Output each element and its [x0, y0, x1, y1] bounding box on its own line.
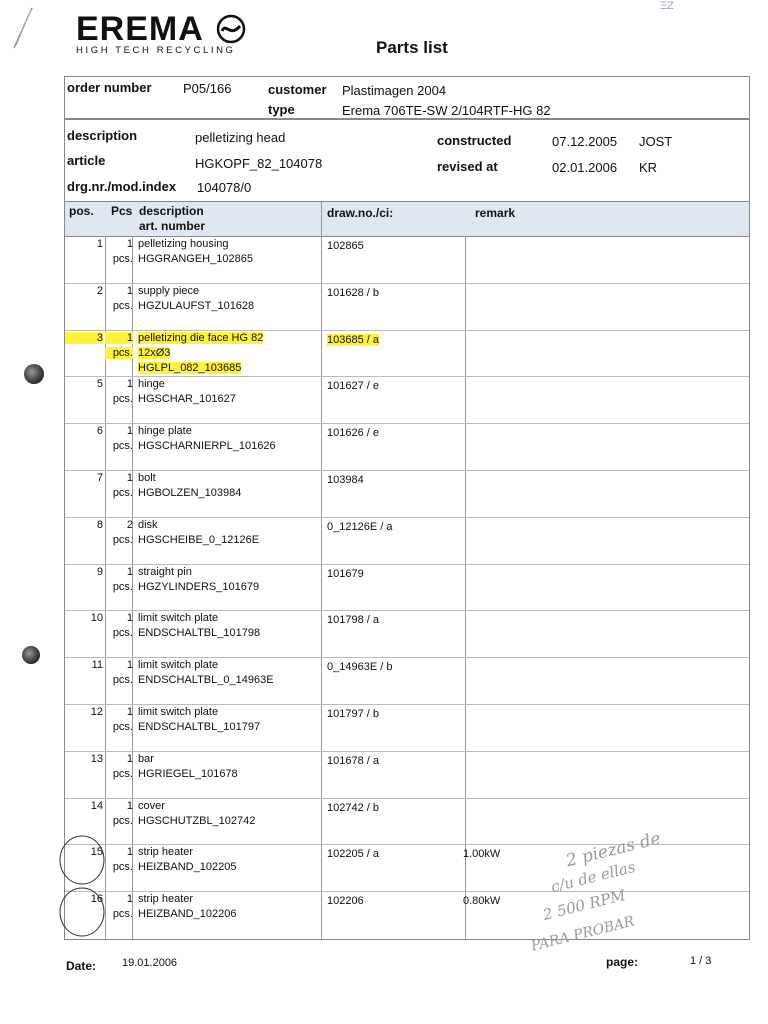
row-unit: pcs.	[112, 440, 133, 453]
row-pcs: 1	[105, 332, 133, 344]
row-pcs: 1	[126, 565, 133, 578]
handwriting-line: PARA PROBAR	[529, 913, 637, 955]
row-pcs: 1	[126, 378, 133, 391]
order-box	[64, 76, 750, 120]
info-box	[64, 118, 750, 203]
row-pcs: 1	[126, 846, 133, 859]
constructed-by: JOST	[639, 134, 673, 149]
row-draw-number: 101628 / b	[327, 286, 379, 299]
header-draw: draw.no./ci:	[327, 206, 394, 220]
row-draw-number: 101626 / e	[327, 427, 379, 440]
row-unit: pcs.	[112, 580, 133, 593]
row-art-number: HGRIEGEL_101678	[138, 767, 238, 780]
punch-hole	[22, 646, 40, 664]
description-value: pelletizing head	[195, 130, 286, 145]
header-description: description	[139, 204, 204, 218]
row-pcs: 1	[126, 893, 133, 906]
row-unit: pcs.	[112, 674, 133, 687]
table-row	[65, 376, 749, 424]
row-art-number: HGGRANGEH_102865	[138, 253, 253, 265]
row-description: hinge plate	[138, 425, 192, 438]
row-description: pelletizing die face HG 82	[138, 331, 264, 344]
drg-label: drg.nr./mod.index	[67, 179, 177, 194]
row-art-number: ENDSCHALTBL_101798	[138, 627, 261, 640]
row-pos: 3	[65, 332, 103, 344]
row-unit: pcs.	[112, 487, 133, 499]
row-unit: pcs.	[112, 253, 133, 265]
row-description: hinge	[138, 378, 165, 391]
row-pos: 12	[90, 706, 103, 718]
header-pcs: Pcs	[111, 204, 133, 218]
type-label: type	[268, 102, 295, 117]
row-pos: 7	[96, 472, 103, 484]
table-row	[65, 657, 749, 705]
row-description: limit switch plate	[138, 706, 219, 718]
row-pcs: 1	[126, 425, 133, 438]
row-remark: 0.80kW	[463, 895, 501, 908]
article-value: HGKOPF_82_104078	[195, 156, 323, 171]
handwriting-line: 2 500 RPM	[541, 886, 628, 924]
table-row	[65, 423, 749, 471]
row-unit: pcs.	[112, 908, 133, 921]
table-row	[65, 283, 749, 331]
row-draw-number: 103685 / a	[327, 333, 379, 346]
row-draw-number: 102206	[327, 895, 364, 908]
row-unit: pcs.	[105, 347, 133, 359]
row-art-number: HGSCHAR_101627	[138, 393, 236, 406]
row-unit: pcs.	[112, 393, 133, 406]
row-description: strip heater	[138, 893, 194, 906]
row-draw-number: 102205 / a	[327, 848, 379, 861]
table-row	[65, 610, 749, 658]
erema-logo-icon	[216, 14, 246, 44]
order-number-label: order number	[67, 80, 152, 95]
handwritten-note	[529, 828, 740, 970]
revised-label: revised at	[437, 159, 498, 174]
row-unit: pcs.	[112, 861, 133, 874]
row-draw-number: 101679	[327, 567, 364, 580]
header-art-number: art. number	[139, 219, 206, 233]
punch-hole	[24, 364, 44, 384]
row-art-number: HGZULAUFST_101628	[138, 299, 255, 312]
corner-mark: ΞΖ	[660, 0, 674, 12]
header-remark: remark	[475, 206, 516, 220]
drg-value: 104078/0	[197, 180, 252, 195]
row-pcs: 1	[126, 238, 133, 250]
handwriting-line: c/u de ellas	[549, 857, 638, 897]
logo-tagline: HIGH TECH RECYCLING	[76, 45, 236, 56]
row-art-number: ENDSCHALTBL_0_14963E	[138, 674, 274, 687]
row-pcs: 1	[126, 472, 133, 484]
row-art-number: HEIZBAND_102206	[138, 908, 237, 921]
pen-stroke	[8, 6, 38, 50]
date-label: Date:	[66, 959, 97, 973]
order-number-value: P05/166	[183, 81, 232, 96]
handwritten-circles	[54, 830, 114, 940]
row-description: bolt	[138, 472, 156, 484]
parts-table	[64, 201, 750, 940]
row-art-number: HGSCHEIBE_0_12126E	[138, 533, 260, 546]
row-art-number: HGBOLZEN_103984	[138, 487, 242, 499]
row-pos: 6	[96, 425, 103, 438]
customer-label: customer	[268, 82, 327, 97]
header-pos: pos.	[69, 204, 94, 218]
revised-date: 02.01.2006	[552, 160, 618, 175]
row-pos: 11	[91, 659, 103, 672]
logo-wordmark: EREMA	[76, 10, 204, 48]
row-art-number: HGSCHARNIERPL_101626	[138, 440, 276, 453]
row-remark: 1.00kW	[463, 848, 501, 861]
constructed-date: 07.12.2005	[552, 134, 618, 149]
customer-value: Plastimagen 2004	[342, 83, 447, 98]
row-description: supply piece	[138, 284, 200, 297]
row-pcs: 1	[126, 706, 133, 718]
row-draw-number: 101797 / b	[327, 708, 379, 720]
row-description: bar	[138, 752, 154, 765]
type-value: Erema 706TE-SW 2/104RTF-HG 82	[342, 103, 551, 118]
row-pcs: 1	[126, 752, 133, 765]
row-pcs: 1	[126, 799, 133, 812]
row-art-number: HEIZBAND_102205	[138, 861, 237, 874]
row-draw-number: 102742 / b	[327, 801, 379, 814]
row-description: straight pin	[138, 565, 192, 578]
row-unit: pcs.	[112, 627, 133, 640]
description-label: description	[67, 128, 138, 143]
row-pos: 14	[90, 799, 103, 812]
table-header	[65, 202, 749, 237]
article-label: article	[67, 153, 106, 168]
table-row	[65, 236, 749, 284]
row-description: strip heater	[138, 846, 194, 859]
row-unit: pcs.	[112, 814, 133, 827]
table-row	[65, 564, 749, 612]
row-pos: 10	[90, 612, 103, 625]
row-draw-number: 101798 / a	[327, 614, 379, 627]
row-draw-number: 103984	[327, 474, 364, 486]
row-pcs: 2	[126, 518, 133, 531]
row-draw-number: 0_14963E / b	[327, 661, 393, 674]
table-row	[65, 704, 749, 752]
row-unit: pcs.	[112, 299, 133, 312]
row-pcs: 1	[126, 284, 133, 297]
page-title: Parts list	[376, 38, 448, 57]
row-draw-number: 0_12126E / a	[327, 520, 393, 533]
row-pos: 2	[96, 284, 103, 297]
row-art-number: HGLPL_082_103685	[138, 361, 242, 374]
table-row	[65, 517, 749, 565]
page-number: 1 / 3	[690, 955, 712, 967]
row-unit: pcs.	[112, 767, 133, 780]
row-pcs: 1	[126, 659, 133, 672]
row-unit: pcs.	[112, 721, 133, 733]
row-draw-number: 102865	[327, 240, 364, 252]
row-pos: 15	[90, 846, 103, 859]
row-pos: 1	[96, 238, 103, 250]
row-pos: 5	[96, 378, 103, 391]
table-row	[65, 751, 749, 799]
row-art-number: ENDSCHALTBL_101797	[138, 721, 261, 733]
table-row	[65, 330, 749, 378]
revised-by: KR	[639, 160, 658, 175]
row-description: limit switch plate	[138, 612, 219, 625]
row-pos: 13	[90, 752, 103, 765]
row-draw-number: 101627 / e	[327, 380, 379, 393]
row-art-number: HGZYLINDERS_101679	[138, 580, 260, 593]
row-draw-number: 101678 / a	[327, 754, 379, 767]
row-description: cover	[138, 799, 165, 812]
constructed-label: constructed	[437, 133, 512, 148]
row-description: limit switch plate	[138, 659, 219, 672]
row-description: pelletizing housing	[138, 238, 229, 250]
row-pos: 9	[96, 565, 103, 578]
page-label: page:	[606, 955, 639, 969]
table-row	[65, 470, 749, 518]
row-pos: 8	[96, 518, 103, 531]
row-description: disk	[138, 518, 158, 531]
date-value: 19.01.2006	[122, 957, 178, 969]
row-art-number: HGSCHUTZBL_102742	[138, 814, 256, 827]
handwriting-line: 2 piezas de	[564, 828, 663, 872]
row-pos: 16	[90, 893, 103, 906]
row-description-detail: 12xØ3	[138, 346, 171, 359]
row-pcs: 1	[126, 612, 133, 625]
row-unit: pcs.	[112, 533, 133, 546]
